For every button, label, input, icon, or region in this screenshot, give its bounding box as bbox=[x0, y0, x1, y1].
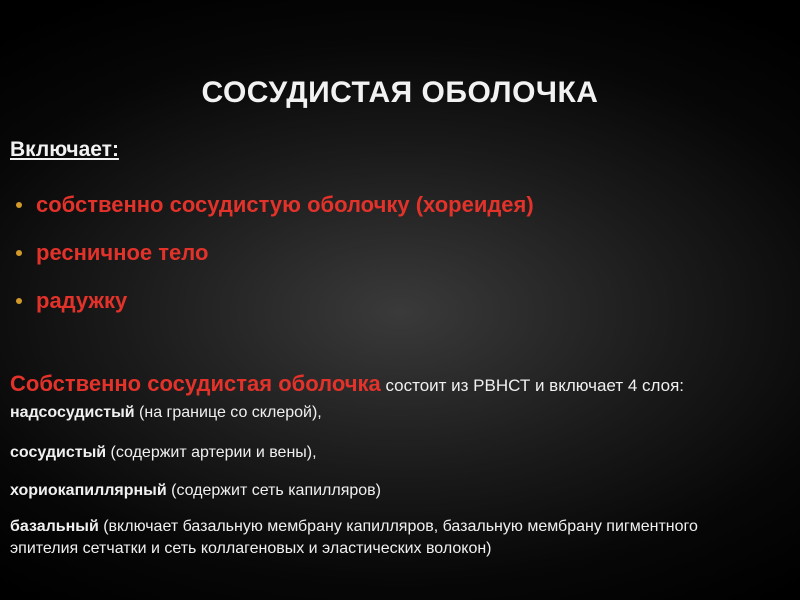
bullet-text: собственно сосудистую оболочку (хореидея) bbox=[36, 192, 534, 217]
layer-name: надсосудистый bbox=[10, 404, 135, 421]
layer-desc: (на границе со склерой), bbox=[134, 404, 322, 421]
layer-desc: (включает базальную мембрану капилляров, базальную мембрану пигментного эпителия сетчатки и сеть коллагеновых и эластических волокон) bbox=[10, 518, 698, 557]
paragraph-highlight: Собственно сосудистая оболочка bbox=[10, 371, 381, 396]
bullet-dot-icon bbox=[16, 250, 22, 256]
layer-name: сосудистый bbox=[10, 444, 107, 461]
bullet-dot-icon bbox=[16, 202, 22, 208]
layer-item bbox=[10, 516, 700, 560]
bullet-text: радужку bbox=[36, 288, 128, 313]
includes-label: Включает: bbox=[10, 138, 119, 161]
bullet-text: ресничное тело bbox=[36, 240, 209, 265]
slide-title: СОСУДИСТАЯ ОБОЛОЧКА bbox=[201, 76, 599, 109]
layer-desc: (содержит артерии и вены), bbox=[106, 444, 317, 461]
paragraph-rest: состоит из РВНСТ и включает 4 слоя: bbox=[380, 376, 685, 395]
bullet-dot-icon bbox=[16, 298, 22, 304]
paragraph-heading bbox=[10, 371, 684, 397]
layer-item bbox=[10, 402, 322, 424]
bullet-item bbox=[10, 277, 534, 325]
layer-name: хориокапиллярный bbox=[10, 482, 167, 499]
layer-name: базальный bbox=[10, 518, 99, 535]
bullet-item bbox=[10, 229, 534, 277]
layer-desc: (содержит сеть капилляров) bbox=[166, 482, 382, 499]
bullet-item bbox=[10, 181, 534, 229]
layer-item bbox=[10, 442, 317, 464]
layer-item bbox=[10, 480, 381, 502]
bullet-list bbox=[10, 181, 534, 325]
